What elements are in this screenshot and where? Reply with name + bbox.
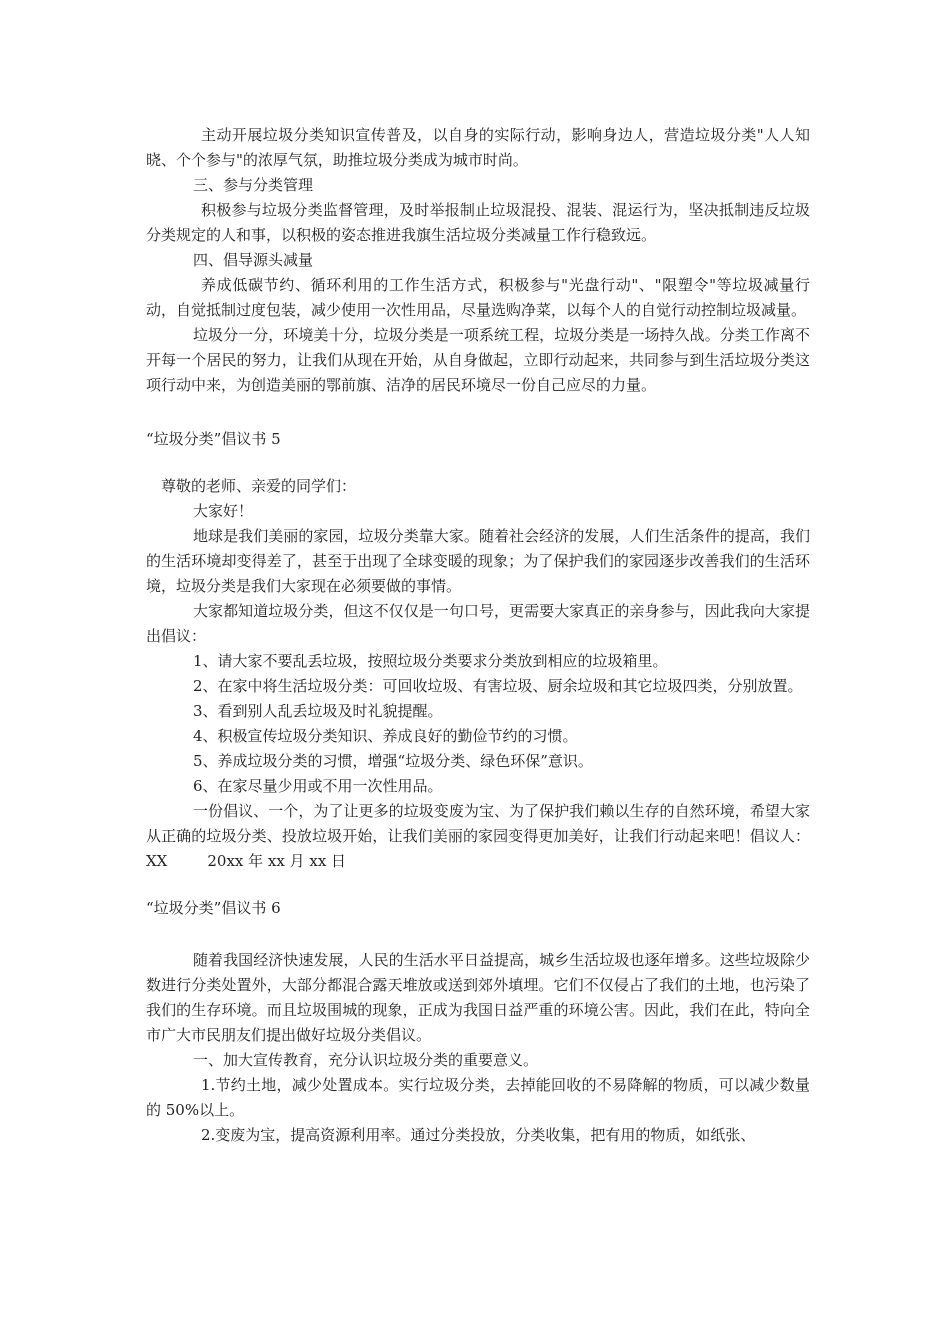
paragraph: 积极参与垃圾分类监督管理，及时举报制止垃圾混投、混装、混运行为，坚决抵制违反垃圾分类规定的人和事，以积极的姿态推进我旗生活垃圾分类减量工作行稳致远。 [146,201,810,244]
list-item: 6、在家尽量少用或不用一次性用品。 [193,777,443,795]
closing-paragraph [146,799,810,874]
list-item: 1、请大家不要乱丢垃圾，按照垃圾分类要求分类放到相应的垃圾箱里。 [193,652,668,670]
section-heading: 一、加大宣传教育，充分认识垃圾分类的重要意义。 [193,1051,539,1069]
document-title: “垃圾分类”倡议书 6 [146,899,281,917]
paragraph: 随着我国经济快速发展，人民的生活水平日益提高，城乡生活垃圾也逐年增多。这些垃圾除少数进行分类处置外，大部分都混合露天堆放或送到郊外填埋。它们不仅侵占了我们的土地，也污染了我们的生存环境。而且垃圾围城的现象，正成为我国日益严重的环境公害。因此，我们在此，特向全市广大市民朋友们提出做好垃圾分类倡议。 [146,951,810,1044]
list-item: 3、看到别人乱丢垃圾及时礼貌提醒。 [193,702,443,720]
list-item: 2、在家中将生活垃圾分类：可回收垃圾、有害垃圾、厨余垃圾和其它垃圾四类，分别放置。 [193,677,803,695]
paragraph: 1.节约土地，减少处置成本。实行垃圾分类，去掉能回收的不易降解的物质，可以减少数量的 50%以上。 [146,1076,810,1119]
closing-text: 一份倡议、一个，为了让更多的垃圾变废为宝、为了保护我们赖以生存的自然环境，希望大家从正确的垃圾分类、投放垃圾开始，让我们美丽的家园变得更加美好，让我们行动起来吧！倡议人：XX [146,802,810,870]
greeting: 尊敬的老师、亲爱的同学们： [161,477,357,495]
document-title: “垃圾分类”倡议书 5 [146,430,281,448]
paragraph: 大家都知道垃圾分类，但这不仅仅是一句口号，更需要大家真正的亲身参与，因此我向大家提出倡议： [146,602,810,645]
list-item: 4、积极宣传垃圾分类知识、养成良好的勤俭节约的习惯。 [193,727,578,745]
document-body [146,123,810,1148]
date: 20xx 年 xx 月 xx 日 [207,852,347,870]
paragraph: 养成低碳节约、循环利用的工作生活方式，积极参与"光盘行动"、"限塑令"等垃圾减量行动，自觉抵制过度包装，减少使用一次性用品，尽量选购净菜，以每个人的自觉行动控制垃圾减量。 [146,276,810,319]
paragraph: 2.变废为宝，提高资源利用率。通过分类投放，分类收集，把有用的物质，如纸张、 [201,1126,756,1144]
paragraph: 地球是我们美丽的家园，垃圾分类靠大家。随着社会经济的发展，人们生活条件的提高，我们的生活环境却变得差了，甚至于出现了全球变暖的现象；为了保护我们的家园逐步改善我们的生活环境，垃圾分类是我们大家现在必须要做的事情。 [146,527,810,595]
paragraph: 主动开展垃圾分类知识宣传普及，以自身的实际行动，影响身边人，营造垃圾分类"人人知晓、个个参与"的浓厚气氛，助推垃圾分类成为城市时尚。 [146,126,810,169]
section-heading: 三、参与分类管理 [193,176,314,194]
paragraph: 垃圾分一分，环境美十分，垃圾分类是一项系统工程，垃圾分类是一场持久战。分类工作离不开每一个居民的努力，让我们从现在开始，从自身做起，立即行动起来，共同参与到生活垃圾分类这项行动中来，为创造美丽的鄂前旗、洁净的居民环境尽一份自己应尽的力量。 [146,326,810,394]
salutation: 大家好！ [193,502,254,520]
section-heading: 四、倡导源头减量 [193,251,314,269]
list-item: 5、养成垃圾分类的习惯，增强“垃圾分类、绿色环保”意识。 [193,752,593,770]
